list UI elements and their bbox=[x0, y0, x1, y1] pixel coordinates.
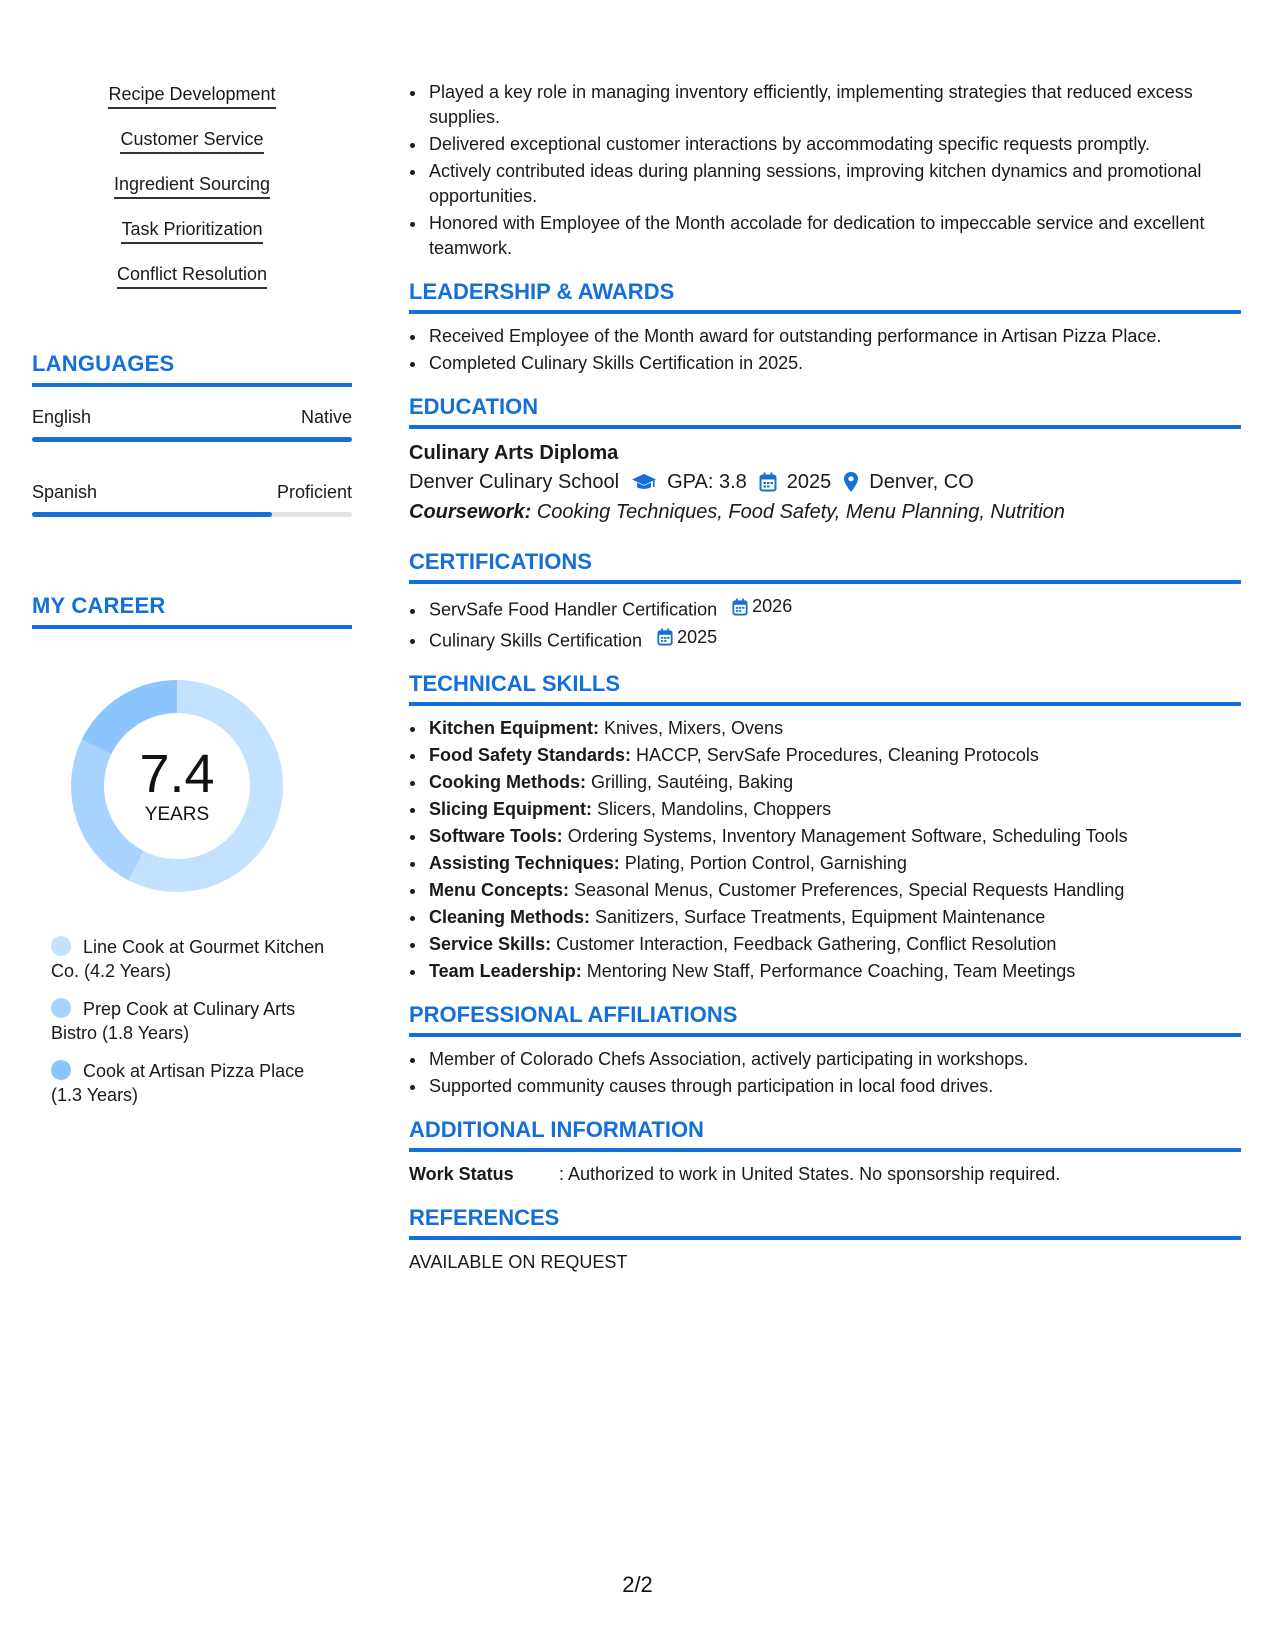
language-level: Native bbox=[300, 407, 352, 427]
technical-skill-item bbox=[427, 797, 1241, 822]
skill-category: Team Leadership: bbox=[429, 961, 582, 981]
skill-values: Slicers, Mandolins, Choppers bbox=[597, 799, 832, 819]
references-text: AVAILABLE ON REQUEST bbox=[409, 1252, 628, 1272]
calendar-icon bbox=[759, 472, 777, 492]
skill-item: Customer Service bbox=[120, 127, 263, 154]
calendar-icon bbox=[732, 598, 748, 616]
graduation-year: 2025 bbox=[786, 471, 832, 493]
career-total-years: 7.4 bbox=[139, 744, 215, 804]
experience-bullet: • Delivered exceptional customer interactions by accommodating specific requests promptly. bbox=[427, 132, 1241, 157]
language-proficiency-fill bbox=[32, 437, 352, 442]
language-proficiency-bar bbox=[32, 437, 352, 442]
skill-values: Ordering Systems, Inventory Management Software, Scheduling Tools bbox=[567, 826, 1128, 846]
skill-category: Cleaning Methods: bbox=[429, 907, 590, 927]
experience-bullet: • Actively contributed ideas during planning sessions, improving kitchen dynamics and promotional opportunities. bbox=[427, 159, 1241, 209]
technical-skill-item bbox=[427, 824, 1241, 849]
skill-values: Mentoring New Staff, Performance Coaching, Team Meetings bbox=[586, 961, 1076, 981]
skill-category: Kitchen Equipment: bbox=[429, 718, 599, 738]
coursework bbox=[409, 497, 1241, 527]
career-legend-label: Cook at Artisan Pizza Place (1.3 Years) bbox=[51, 1061, 305, 1105]
leadership-list bbox=[409, 324, 1241, 376]
language-proficiency-fill bbox=[32, 512, 272, 517]
education-heading: EDUCATION bbox=[409, 394, 1241, 429]
skill-values: Seasonal Menus, Customer Preferences, Special Requests Handling bbox=[574, 880, 1125, 900]
skill-values: HACCP, ServSafe Procedures, Cleaning Protocols bbox=[636, 745, 1039, 765]
experience-bullet: • Played a key role in managing inventory efficiently, implementing strategies that reduced excess supplies. bbox=[427, 80, 1241, 130]
skill-values: Sanitizers, Surface Treatments, Equipment Maintenance bbox=[595, 907, 1046, 927]
technical-skills-heading: TECHNICAL SKILLS bbox=[409, 671, 1241, 706]
technical-skill-item bbox=[427, 932, 1241, 957]
career-legend-label: Line Cook at Gourmet Kitchen Co. (4.2 Years) bbox=[51, 937, 325, 981]
career-legend-item bbox=[51, 1059, 326, 1107]
technical-skill-item bbox=[427, 905, 1241, 930]
skills-list bbox=[32, 82, 352, 307]
graduation-cap-icon bbox=[631, 472, 657, 492]
skill-item: Recipe Development bbox=[108, 82, 275, 109]
affiliations-list bbox=[409, 1047, 1241, 1099]
skill-item: Conflict Resolution bbox=[117, 262, 267, 289]
career-legend-item bbox=[51, 935, 326, 983]
skill-values: Grilling, Sautéing, Baking bbox=[591, 772, 794, 792]
skill-category: Cooking Methods: bbox=[429, 772, 586, 792]
language-proficiency-bar bbox=[32, 512, 352, 517]
main-content bbox=[409, 80, 1241, 1275]
skill-category: Service Skills: bbox=[429, 934, 552, 954]
location-pin-icon bbox=[843, 471, 859, 493]
calendar-icon bbox=[657, 628, 673, 646]
skill-item: Task Prioritization bbox=[121, 217, 262, 244]
leadership-heading: LEADERSHIP & AWARDS bbox=[409, 279, 1241, 314]
language-level: Proficient bbox=[276, 482, 352, 502]
technical-skills-list bbox=[409, 716, 1241, 984]
leadership-item: • Received Employee of the Month award for outstanding performance in Artisan Pizza Place. bbox=[427, 324, 1241, 349]
languages-heading: LANGUAGES bbox=[32, 351, 352, 387]
work-status-row bbox=[409, 1162, 1241, 1187]
career-years-label: YEARS bbox=[144, 804, 210, 825]
gpa-value: GPA: 3.8 bbox=[667, 471, 747, 493]
technical-skill-item bbox=[427, 851, 1241, 876]
legend-dot bbox=[51, 998, 71, 1018]
additional-info-heading: ADDITIONAL INFORMATION bbox=[409, 1117, 1241, 1152]
career-donut-chart bbox=[62, 671, 292, 901]
experience-bullet: • Honored with Employee of the Month accolade for dedication to impeccable service and excellent teamwork. bbox=[427, 211, 1241, 261]
career-heading: MY CAREER bbox=[32, 593, 352, 629]
skill-item: Ingredient Sourcing bbox=[114, 172, 270, 199]
references-heading: REFERENCES bbox=[409, 1205, 1241, 1240]
skill-category: Food Safety Standards: bbox=[429, 745, 632, 765]
page-number: 2/2 bbox=[622, 1572, 653, 1597]
skill-category: Slicing Equipment: bbox=[429, 799, 593, 819]
school-name: Denver Culinary School bbox=[409, 471, 620, 493]
skill-values: Plating, Portion Control, Garnishing bbox=[624, 853, 907, 873]
language-name: Spanish bbox=[32, 482, 98, 502]
certification-name: Culinary Skills Certification bbox=[429, 630, 643, 650]
affiliations-heading: PROFESSIONAL AFFILIATIONS bbox=[409, 1002, 1241, 1037]
certification-year: 2026 bbox=[752, 596, 793, 616]
certification-item bbox=[427, 594, 1241, 623]
language-row bbox=[32, 405, 352, 442]
skill-values: Knives, Mixers, Ovens bbox=[604, 718, 784, 738]
affiliation-item: • Supported community causes through participation in local food drives. bbox=[427, 1074, 1241, 1099]
legend-dot bbox=[51, 936, 71, 956]
coursework-label: Coursework: bbox=[409, 501, 532, 523]
school-location: Denver, CO bbox=[869, 471, 974, 493]
certification-name: ServSafe Food Handler Certification bbox=[429, 599, 718, 620]
career-legend bbox=[51, 935, 326, 1107]
education-details bbox=[409, 467, 1241, 497]
certifications-heading: CERTIFICATIONS bbox=[409, 549, 1241, 584]
coursework-list: Cooking Techniques, Food Safety, Menu Planning, Nutrition bbox=[536, 501, 1065, 523]
technical-skill-item bbox=[427, 743, 1241, 768]
certifications-list bbox=[409, 594, 1241, 653]
language-name: English bbox=[32, 407, 92, 427]
skill-values: Customer Interaction, Feedback Gathering, Conflict Resolution bbox=[556, 934, 1057, 954]
language-row bbox=[32, 480, 352, 517]
certification-item bbox=[427, 625, 1241, 654]
career-legend-item bbox=[51, 997, 326, 1045]
technical-skill-item bbox=[427, 716, 1241, 741]
work-status-value: : Authorized to work in United States. No sponsorship required. bbox=[559, 1164, 1061, 1184]
skill-category: Menu Concepts: bbox=[429, 880, 570, 900]
technical-skill-item bbox=[427, 959, 1241, 984]
legend-dot bbox=[51, 1060, 71, 1080]
leadership-item: • Completed Culinary Skills Certification in 2025. bbox=[427, 351, 1241, 376]
technical-skill-item bbox=[427, 770, 1241, 795]
sidebar bbox=[32, 82, 352, 1121]
work-status-label: Work Status bbox=[409, 1164, 514, 1184]
skill-category: Assisting Techniques: bbox=[429, 853, 620, 873]
skill-category: Software Tools: bbox=[429, 826, 563, 846]
degree-title: Culinary Arts Diploma bbox=[409, 442, 619, 464]
certification-year: 2025 bbox=[677, 626, 718, 647]
career-legend-label: Prep Cook at Culinary Arts Bistro (1.8 Years) bbox=[51, 999, 296, 1043]
affiliation-item: • Member of Colorado Chefs Association, actively participating in workshops. bbox=[427, 1047, 1241, 1072]
technical-skill-item bbox=[427, 878, 1241, 903]
experience-bullets bbox=[409, 80, 1241, 261]
